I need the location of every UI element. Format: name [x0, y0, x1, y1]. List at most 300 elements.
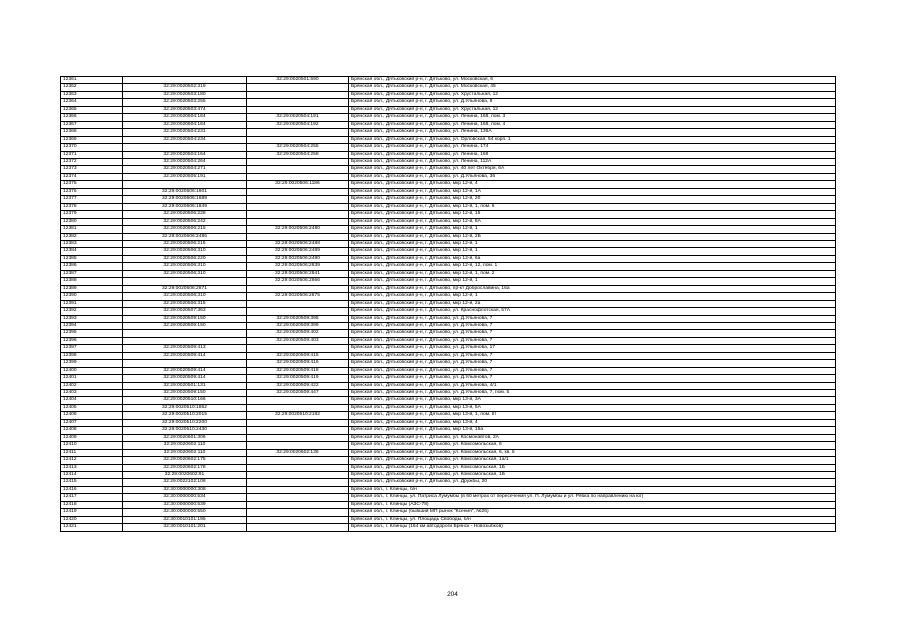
row-number-cell: 12400 [61, 367, 123, 374]
address-cell: Брянская обл., Дятьковский р-н, г. Дятьково, ул. Комсомольская, 6 [349, 442, 836, 449]
cadastral-number-cell: 32:30:0000000:550 [123, 509, 247, 516]
cadastral-number-cell: 32:29:0020602:110 [123, 449, 247, 456]
address-cell: Брянская обл., Дятьковский р-н, г. Дятьково, ул. Хрустальная, 12 [349, 106, 836, 113]
object-cadastral-number-cell: 32:29:0020506:2488 [247, 240, 349, 247]
table-row [61, 77, 836, 84]
object-cadastral-number-cell [247, 166, 349, 173]
object-cadastral-number-cell: 32:29:0020506:1186 [247, 181, 349, 188]
object-cadastral-number-cell [247, 397, 349, 404]
address-cell: Брянская обл., Дятьковский р-н, г. Дятьково, ул. Орловская, 54 корп. 1 [349, 136, 836, 143]
row-number-cell: 12391 [61, 300, 123, 307]
cadastral-number-cell: 32:29:0020510:2430 [123, 427, 247, 434]
object-cadastral-number-cell [247, 106, 349, 113]
address-cell: Брянская обл., Дятьковский р-н, г. Дятьково, мкр 12-й, 1, пом. 2 [349, 270, 836, 277]
object-cadastral-number-cell: 32:29:0020506:2839 [247, 263, 349, 270]
row-number-cell: 12385 [61, 255, 123, 262]
object-cadastral-number-cell [247, 196, 349, 203]
object-cadastral-number-cell: 32:29:0020509:416 [247, 360, 349, 367]
table-row [61, 166, 836, 173]
row-number-cell: 12373 [61, 166, 123, 173]
row-number-cell: 12394 [61, 322, 123, 329]
row-number-cell: 12392 [61, 308, 123, 315]
cadastral-number-cell [123, 77, 247, 84]
row-number-cell: 12361 [61, 77, 123, 84]
address-cell: Брянская обл., Дятьковский р-н, г. Дятьково, ул. Д.Ульянова, 7 [349, 330, 836, 337]
address-cell: Брянская обл., Дятьковский р-н, г. Дятьково, ул. Московская, 6 [349, 77, 836, 84]
row-number-cell: 12371 [61, 151, 123, 158]
row-number-cell: 12414 [61, 472, 123, 479]
table-row [61, 91, 836, 98]
object-cadastral-number-cell [247, 494, 349, 501]
object-cadastral-number-cell: 32:29:0020509:395 [247, 315, 349, 322]
address-cell: Брянская обл., Дятьковский р-н, г. Дятьково, ул. Д.Ульянова, 7 [349, 360, 836, 367]
row-number-cell: 12401 [61, 375, 123, 382]
object-cadastral-number-cell: 32:29:0020506:2490 [247, 255, 349, 262]
table-row [61, 188, 836, 195]
table-row [61, 248, 836, 255]
object-cadastral-number-cell: 32:29:0020509:447 [247, 390, 349, 397]
table-row [61, 99, 836, 106]
table-row [61, 390, 836, 397]
table-row [61, 285, 836, 292]
row-number-cell: 12377 [61, 196, 123, 203]
row-number-cell: 12407 [61, 419, 123, 426]
table-row [61, 382, 836, 389]
table-row [61, 255, 836, 262]
registry-table [60, 76, 836, 532]
cadastral-number-cell: 32:29:0020506:1601 [123, 188, 247, 195]
object-cadastral-number-cell: 32:29:0020506:2866 [247, 278, 349, 285]
cadastral-number-cell: 32:29:0020602:175 [123, 457, 247, 464]
object-cadastral-number-cell [247, 345, 349, 352]
object-cadastral-number-cell [247, 479, 349, 486]
cadastral-number-cell: 32:29:0020506:215 [123, 240, 247, 247]
row-number-cell: 12387 [61, 270, 123, 277]
address-cell: Брянская обл., Дятьковский р-н, г. Дятьково, мкр 12-й, 2а [349, 300, 836, 307]
address-cell: Брянская обл., Дятьковский р-н, г. Дятьково, ул. Ленина, 112А [349, 158, 836, 165]
object-cadastral-number-cell [247, 211, 349, 218]
row-number-cell: 12412 [61, 457, 123, 464]
cadastral-number-cell: 32:29:0020501:131 [123, 382, 247, 389]
row-number-cell: 12403 [61, 390, 123, 397]
address-cell: Брянская обл., Дятьковский р-н, г. Дятьково, ул. Д.Ульянова, 4/1 [349, 382, 836, 389]
object-cadastral-number-cell: 32:29:0020504:258 [247, 151, 349, 158]
object-cadastral-number-cell: 32:29:0020501:590 [247, 77, 349, 84]
address-cell: Брянская обл., Дятьковский р-н, г. Дятьково, ул. Ленина, 174 [349, 144, 836, 151]
address-cell: Брянская обл., Дятьковский р-н, г. Дятьково, ул. Комсомольская, 1Б [349, 464, 836, 471]
cadastral-number-cell: 32:29:0020504:164 [123, 114, 247, 121]
address-cell: Брянская обл., г. Клинцы, ул. Патриса Лумумбы (в 60 метрах от пересечения ул. П. Лумумбы и ул. Рябка по направлению на юг) [349, 494, 836, 501]
address-cell: Брянская обл., Дятьковский р-н, г. Дятьково, мкр 12-й, 1 [349, 240, 836, 247]
table-row [61, 427, 836, 434]
table-row [61, 501, 836, 508]
cadastral-number-cell: 32:29:0020503:255 [123, 99, 247, 106]
row-number-cell: 12368 [61, 129, 123, 136]
table-row [61, 479, 836, 486]
row-number-cell: 12366 [61, 114, 123, 121]
address-cell: Брянская обл., Дятьковский р-н, г. Дятьково, ул. Хрустальная, 12 [349, 91, 836, 98]
table-row [61, 360, 836, 367]
cadastral-number-cell: 32:29:0020504:164 [123, 121, 247, 128]
object-cadastral-number-cell: 32:29:0020509:403 [247, 337, 349, 344]
object-cadastral-number-cell: 32:29:0020509:399 [247, 322, 349, 329]
cadastral-number-cell: 32:29:0020505:191 [123, 173, 247, 180]
address-cell: Брянская обл., Дятьковский р-н, г. Дятьково, ул. Д.Ульянова, 8 [349, 99, 836, 106]
table-row [61, 494, 836, 501]
table-row [61, 270, 836, 277]
row-number-cell: 12380 [61, 218, 123, 225]
cadastral-number-cell: 32:29:0020506:1849 [123, 203, 247, 210]
cadastral-number-cell: 32:29:0020506:310 [123, 270, 247, 277]
address-cell: Брянская обл., Дятьковский р-н, г. Дятьково, ул. Д.Ульянова, 7 [349, 315, 836, 322]
address-cell: Брянская обл., Дятьковский р-н, г. Дятьково, ул. Ленина, 168, пом. 3 [349, 114, 836, 121]
object-cadastral-number-cell [247, 158, 349, 165]
cadastral-number-cell [123, 360, 247, 367]
cadastral-number-cell [123, 144, 247, 151]
table-row [61, 136, 836, 143]
object-cadastral-number-cell [247, 486, 349, 493]
row-number-cell: 12386 [61, 263, 123, 270]
cadastral-number-cell: 32:29:0020504:234 [123, 136, 247, 143]
row-number-cell: 12404 [61, 397, 123, 404]
table-row [61, 293, 836, 300]
row-number-cell: 12375 [61, 181, 123, 188]
row-number-cell: 12406 [61, 412, 123, 419]
row-number-cell: 12388 [61, 278, 123, 285]
table-row [61, 121, 836, 128]
cadastral-number-cell: 32:29:0020506:310 [123, 293, 247, 300]
address-cell: Брянская обл., г. Клинцы (бывший МП рынок "Ксения", №26) [349, 509, 836, 516]
address-cell: Брянская обл., Дятьковский р-н, г. Дятьково, ул. Д.Ульянова, 17 [349, 345, 836, 352]
object-cadastral-number-cell [247, 91, 349, 98]
address-cell: Брянская обл., Дятьковский р-н, г. Дятьково, мкр 12-й, 1А [349, 188, 836, 195]
address-cell: Брянская обл., Дятьковский р-н, г. Дятьково, ул. Комсомольская, 1Б [349, 472, 836, 479]
row-number-cell: 12381 [61, 226, 123, 233]
address-cell: Брянская обл., Дятьковский р-н, г. Дятьково, мкр 12-й, 6а [349, 255, 836, 262]
address-cell: Брянская обл., Дятьковский р-н, г. Дятьково, ул. Ленина, 168, пом. 4 [349, 121, 836, 128]
table-row [61, 509, 836, 516]
cadastral-number-cell: 32:29:0020509:414 [123, 367, 247, 374]
cadastral-number-cell: 32:29:0020601:306 [123, 434, 247, 441]
row-number-cell: 12416 [61, 486, 123, 493]
row-number-cell: 12399 [61, 360, 123, 367]
cadastral-number-cell [123, 278, 247, 285]
cadastral-number-cell: 32:29:0020504:164 [123, 151, 247, 158]
table-row [61, 211, 836, 218]
object-cadastral-number-cell [247, 136, 349, 143]
table-row [61, 263, 836, 270]
cadastral-number-cell: 32:29:0020506:315 [123, 300, 247, 307]
cadastral-number-cell: 32:29:0020506:310 [123, 248, 247, 255]
row-number-cell: 12398 [61, 352, 123, 359]
cadastral-number-cell: 32:29:0020504:231 [123, 129, 247, 136]
address-cell: Брянская обл., Дятьковский р-н, г. Дятьково, мкр 12-й, 1, пом. 6 [349, 203, 836, 210]
row-number-cell: 12405 [61, 404, 123, 411]
address-cell: Брянская обл., Дятьковский р-н, г. Дятьково, ул. Московская, 45 [349, 84, 836, 91]
address-cell: Брянская обл., Дятьковский р-н, г. Дятьково, мкр 12-й, 15 [349, 211, 836, 218]
object-cadastral-number-cell: 32:29:0020504:191 [247, 114, 349, 121]
row-number-cell: 12370 [61, 144, 123, 151]
row-number-cell: 12395 [61, 330, 123, 337]
cadastral-number-cell: 32:29:0020510:2015 [123, 412, 247, 419]
address-cell: Брянская обл., Дятьковский р-н, г. Дятьково, ул. Д.Ульянова, 7, пом. 5 [349, 390, 836, 397]
row-number-cell: 12418 [61, 501, 123, 508]
address-cell: Брянская обл., Дятьковский р-н, г. Дятьково, ул. Д.Ульянова, 7 [349, 367, 836, 374]
object-cadastral-number-cell: 32:29:0020504:192 [247, 121, 349, 128]
page-number: 204 [447, 591, 458, 598]
row-number-cell: 12383 [61, 240, 123, 247]
cadastral-number-cell: 32:29:0022102:108 [123, 479, 247, 486]
cadastral-number-cell: 32:29:0020602:110 [123, 442, 247, 449]
row-number-cell: 12393 [61, 315, 123, 322]
row-number-cell: 12378 [61, 203, 123, 210]
cadastral-number-cell: 32:29:0020503:180 [123, 91, 247, 98]
row-number-cell: 12364 [61, 99, 123, 106]
cadastral-number-cell: 32:29:0020506:220 [123, 255, 247, 262]
row-number-cell: 12390 [61, 293, 123, 300]
table-row [61, 516, 836, 523]
object-cadastral-number-cell [247, 404, 349, 411]
table-row [61, 472, 836, 479]
table-row [61, 129, 836, 136]
row-number-cell: 12367 [61, 121, 123, 128]
object-cadastral-number-cell [247, 524, 349, 531]
table-row [61, 240, 836, 247]
cadastral-number-cell: 32:29:0020506:215 [123, 226, 247, 233]
address-cell: Брянская обл., Дятьковский р-н, г. Дятьково, мкр 12-й, 1 [349, 293, 836, 300]
table-row [61, 315, 836, 322]
object-cadastral-number-cell: 32:29:0020506:2875 [247, 293, 349, 300]
cadastral-number-cell: 32:29:0020507:363 [123, 308, 247, 315]
row-number-cell: 12419 [61, 509, 123, 516]
object-cadastral-number-cell: 32:29:0020506:2841 [247, 270, 349, 277]
address-cell: Брянская обл., Дятьковский р-н, г. Дятьково, ул. Ленина, 136А [349, 129, 836, 136]
row-number-cell: 12372 [61, 158, 123, 165]
address-cell: Брянская обл., Дятьковский р-н, г. Дятьково, мкр 12-й, 4 [349, 181, 836, 188]
address-cell: Брянская обл., Дятьковский р-н, г. Дятьково, пр-кт Доброславина, 16а [349, 285, 836, 292]
table-row [61, 114, 836, 121]
address-cell: Брянская обл., Дятьковский р-н, г. Дятьково, мкр 12-й, 8А [349, 218, 836, 225]
address-cell: Брянская обл., Дятьковский р-н, г. Дятьково, ул. Д.Ульянова, 7 [349, 352, 836, 359]
object-cadastral-number-cell: 32:29:0020506:2480 [247, 226, 349, 233]
table-row [61, 404, 836, 411]
table-row [61, 278, 836, 285]
table-row [61, 524, 836, 531]
object-cadastral-number-cell: 32:29:0020509:402 [247, 330, 349, 337]
table-row [61, 434, 836, 441]
object-cadastral-number-cell [247, 464, 349, 471]
cadastral-number-cell: 32:29:0020503:474 [123, 106, 247, 113]
address-cell: Брянская обл., Дятьковский р-н, г. Дятьково, мкр 12-й, 1 [349, 248, 836, 255]
table-row [61, 218, 836, 225]
cadastral-number-cell: 32:29:0020506:228 [123, 211, 247, 218]
row-number-cell: 12369 [61, 136, 123, 143]
table-row [61, 486, 836, 493]
object-cadastral-number-cell [247, 188, 349, 195]
address-cell: Брянская обл., Дятьковский р-н, г. Дятьково, ул. Комсомольская, 1а/1 [349, 457, 836, 464]
table-row [61, 345, 836, 352]
address-cell: Брянская обл., Дятьковский р-н, г. Дятьково, ул. Д.Ульянова, 7 [349, 337, 836, 344]
object-cadastral-number-cell: 32:29:0020602:136 [247, 449, 349, 456]
address-cell: Брянская обл., Дятьковский р-н, г. Дятьково, мкр 13-й, 5А [349, 404, 836, 411]
object-cadastral-number-cell [247, 472, 349, 479]
table-row [61, 203, 836, 210]
object-cadastral-number-cell [247, 457, 349, 464]
address-cell: Брянская обл., Дятьковский р-н, г. Дятьково, мкр 13-й, 1, пом. III [349, 412, 836, 419]
object-cadastral-number-cell [247, 129, 349, 136]
object-cadastral-number-cell: 32:29:0020509:415 [247, 352, 349, 359]
cadastral-number-cell: 32:29:0020509:150 [123, 315, 247, 322]
table-row [61, 181, 836, 188]
row-number-cell: 12415 [61, 479, 123, 486]
table-row [61, 300, 836, 307]
row-number-cell: 12420 [61, 516, 123, 523]
address-cell: Брянская обл., Дятьковский р-н, г. Дятьково, ул. Космонавтов, 2А [349, 434, 836, 441]
address-cell: Брянская обл., Дятьковский р-н, г. Дятьково, ул. Краснофлотская, 57А [349, 308, 836, 315]
cadastral-number-cell: 32:29:0020506:310 [123, 263, 247, 270]
address-cell: Брянская обл., г. Клинцы (164 км автодороги Брянск - Новозыбков) [349, 524, 836, 531]
table-row [61, 419, 836, 426]
table-row [61, 337, 836, 344]
row-number-cell: 12362 [61, 84, 123, 91]
row-number-cell: 12409 [61, 434, 123, 441]
object-cadastral-number-cell [247, 285, 349, 292]
object-cadastral-number-cell [247, 203, 349, 210]
registry-table-body [61, 77, 836, 532]
table-row [61, 158, 836, 165]
table-row [61, 308, 836, 315]
row-number-cell: 12376 [61, 188, 123, 195]
cadastral-number-cell: 32:29:0020509:414 [123, 352, 247, 359]
table-row [61, 457, 836, 464]
object-cadastral-number-cell [247, 233, 349, 240]
object-cadastral-number-cell: 32:29:0020504:255 [247, 144, 349, 151]
cadastral-number-cell: 32:29:0020502:319 [123, 84, 247, 91]
table-row [61, 449, 836, 456]
cadastral-number-cell: 32:29:0020602:91 [123, 472, 247, 479]
row-number-cell: 12397 [61, 345, 123, 352]
cadastral-number-cell: 32:29:0020509:150 [123, 322, 247, 329]
row-number-cell: 12413 [61, 464, 123, 471]
cadastral-number-cell: 32:29:0020504:264 [123, 158, 247, 165]
address-cell: Брянская обл., Дятьковский р-н, г. Дятьково, ул. Ленина, 168 [349, 151, 836, 158]
address-cell: Брянская обл., Дятьковский р-н, г. Дятьково, мкр 12-й, 1 [349, 278, 836, 285]
address-cell: Брянская обл., Дятьковский р-н, г. Дятьково, мкр 12-й, 12, пом. 1 [349, 263, 836, 270]
row-number-cell: 12374 [61, 173, 123, 180]
cadastral-number-cell: 32:29:0020510:2200 [123, 419, 247, 426]
table-row [61, 144, 836, 151]
table-row [61, 226, 836, 233]
table-row [61, 106, 836, 113]
object-cadastral-number-cell: 32:29:0020509:422 [247, 382, 349, 389]
table-row [61, 375, 836, 382]
address-cell: Брянская обл., г. Клинцы, ул. Площадь Свободы, б/н [349, 516, 836, 523]
cadastral-number-cell: 32:29:0020510:1862 [123, 404, 247, 411]
object-cadastral-number-cell [247, 419, 349, 426]
row-number-cell: 12421 [61, 524, 123, 531]
table-row [61, 464, 836, 471]
row-number-cell: 12402 [61, 382, 123, 389]
row-number-cell: 12411 [61, 449, 123, 456]
cadastral-number-cell: 32:29:0020506:2871 [123, 285, 247, 292]
address-cell: Брянская обл., Дятьковский р-н, г. Дятьково, ул. Д.Ульянова, 36 [349, 173, 836, 180]
cadastral-number-cell: 32:30:0000000:539 [123, 501, 247, 508]
object-cadastral-number-cell [247, 501, 349, 508]
object-cadastral-number-cell [247, 509, 349, 516]
cadastral-number-cell: 32:30:0010101:195 [123, 516, 247, 523]
table-row [61, 442, 836, 449]
row-number-cell: 12363 [61, 91, 123, 98]
address-cell: Брянская обл., Дятьковский р-н, г. Дятьково, ул. Комсомольская, 6, кв. 5 [349, 449, 836, 456]
cadastral-number-cell: 32:29:0020510:166 [123, 397, 247, 404]
address-cell: Брянская обл., Дятьковский р-н, г. Дятьково, ул. Д.Ульянова, 7 [349, 375, 836, 382]
table-row [61, 322, 836, 329]
object-cadastral-number-cell [247, 99, 349, 106]
table-row [61, 151, 836, 158]
object-cadastral-number-cell [247, 173, 349, 180]
address-cell: Брянская обл., Дятьковский р-н, г. Дятьково, мкр 13-й, 15а [349, 427, 836, 434]
cadastral-number-cell: 32:29:0020504:271 [123, 166, 247, 173]
table-row [61, 412, 836, 419]
table-row [61, 397, 836, 404]
object-cadastral-number-cell: 32:29:0020506:2489 [247, 248, 349, 255]
object-cadastral-number-cell [247, 442, 349, 449]
object-cadastral-number-cell [247, 427, 349, 434]
address-cell: Брянская обл., Дятьковский р-н, г. Дятьково, ул. 40 лет Октября, 6А [349, 166, 836, 173]
row-number-cell: 12408 [61, 427, 123, 434]
cadastral-number-cell [123, 337, 247, 344]
cadastral-number-cell: 32:29:0020509:414 [123, 375, 247, 382]
row-number-cell: 12410 [61, 442, 123, 449]
cadastral-number-cell: 32:30:0010101:201 [123, 524, 247, 531]
cadastral-number-cell [123, 181, 247, 188]
row-number-cell: 12382 [61, 233, 123, 240]
address-cell: Брянская обл., Дятьковский р-н, г. Дятьково, мкр 13-й, 4 [349, 419, 836, 426]
cadastral-number-cell: 32:29:0020509:413 [123, 345, 247, 352]
address-cell: Брянская обл., Дятьковский р-н, г. Дятьково, мкр 12-й, 1 [349, 226, 836, 233]
row-number-cell: 12417 [61, 494, 123, 501]
table-row [61, 330, 836, 337]
cadastral-number-cell: 32:29:0020506:2486 [123, 233, 247, 240]
row-number-cell: 12389 [61, 285, 123, 292]
row-number-cell: 12396 [61, 337, 123, 344]
row-number-cell: 12365 [61, 106, 123, 113]
object-cadastral-number-cell: 32:29:0020509:418 [247, 367, 349, 374]
object-cadastral-number-cell [247, 84, 349, 91]
table-row [61, 233, 836, 240]
cadastral-number-cell [123, 330, 247, 337]
address-cell: Брянская обл., г. Клинцы (АЗС-78) [349, 501, 836, 508]
address-cell: Брянская обл., Дятьковский р-н, г. Дятьково, мкр 12-й, 2Б [349, 233, 836, 240]
address-cell: Брянская обл., Дятьковский р-н, г. Дятьково, мкр 12-й, 20 [349, 196, 836, 203]
object-cadastral-number-cell: 32:29:0020509:419 [247, 375, 349, 382]
table-row [61, 367, 836, 374]
table-row [61, 196, 836, 203]
table-row [61, 173, 836, 180]
row-number-cell: 12384 [61, 248, 123, 255]
object-cadastral-number-cell [247, 218, 349, 225]
object-cadastral-number-cell [247, 300, 349, 307]
object-cadastral-number-cell [247, 516, 349, 523]
cadastral-number-cell: 32:29:0020506:1689 [123, 196, 247, 203]
cadastral-number-cell: 32:30:0000000:534 [123, 494, 247, 501]
table-row [61, 352, 836, 359]
row-number-cell: 12379 [61, 211, 123, 218]
address-cell: Брянская обл., Дятьковский р-н, г. Дятьково, ул. Дружбы, 20 [349, 479, 836, 486]
object-cadastral-number-cell [247, 308, 349, 315]
address-cell: Брянская обл., Дятьковский р-н, г. Дятьково, ул. Д.Ульянова, 7 [349, 322, 836, 329]
object-cadastral-number-cell: 32:29:0020510:2182 [247, 412, 349, 419]
